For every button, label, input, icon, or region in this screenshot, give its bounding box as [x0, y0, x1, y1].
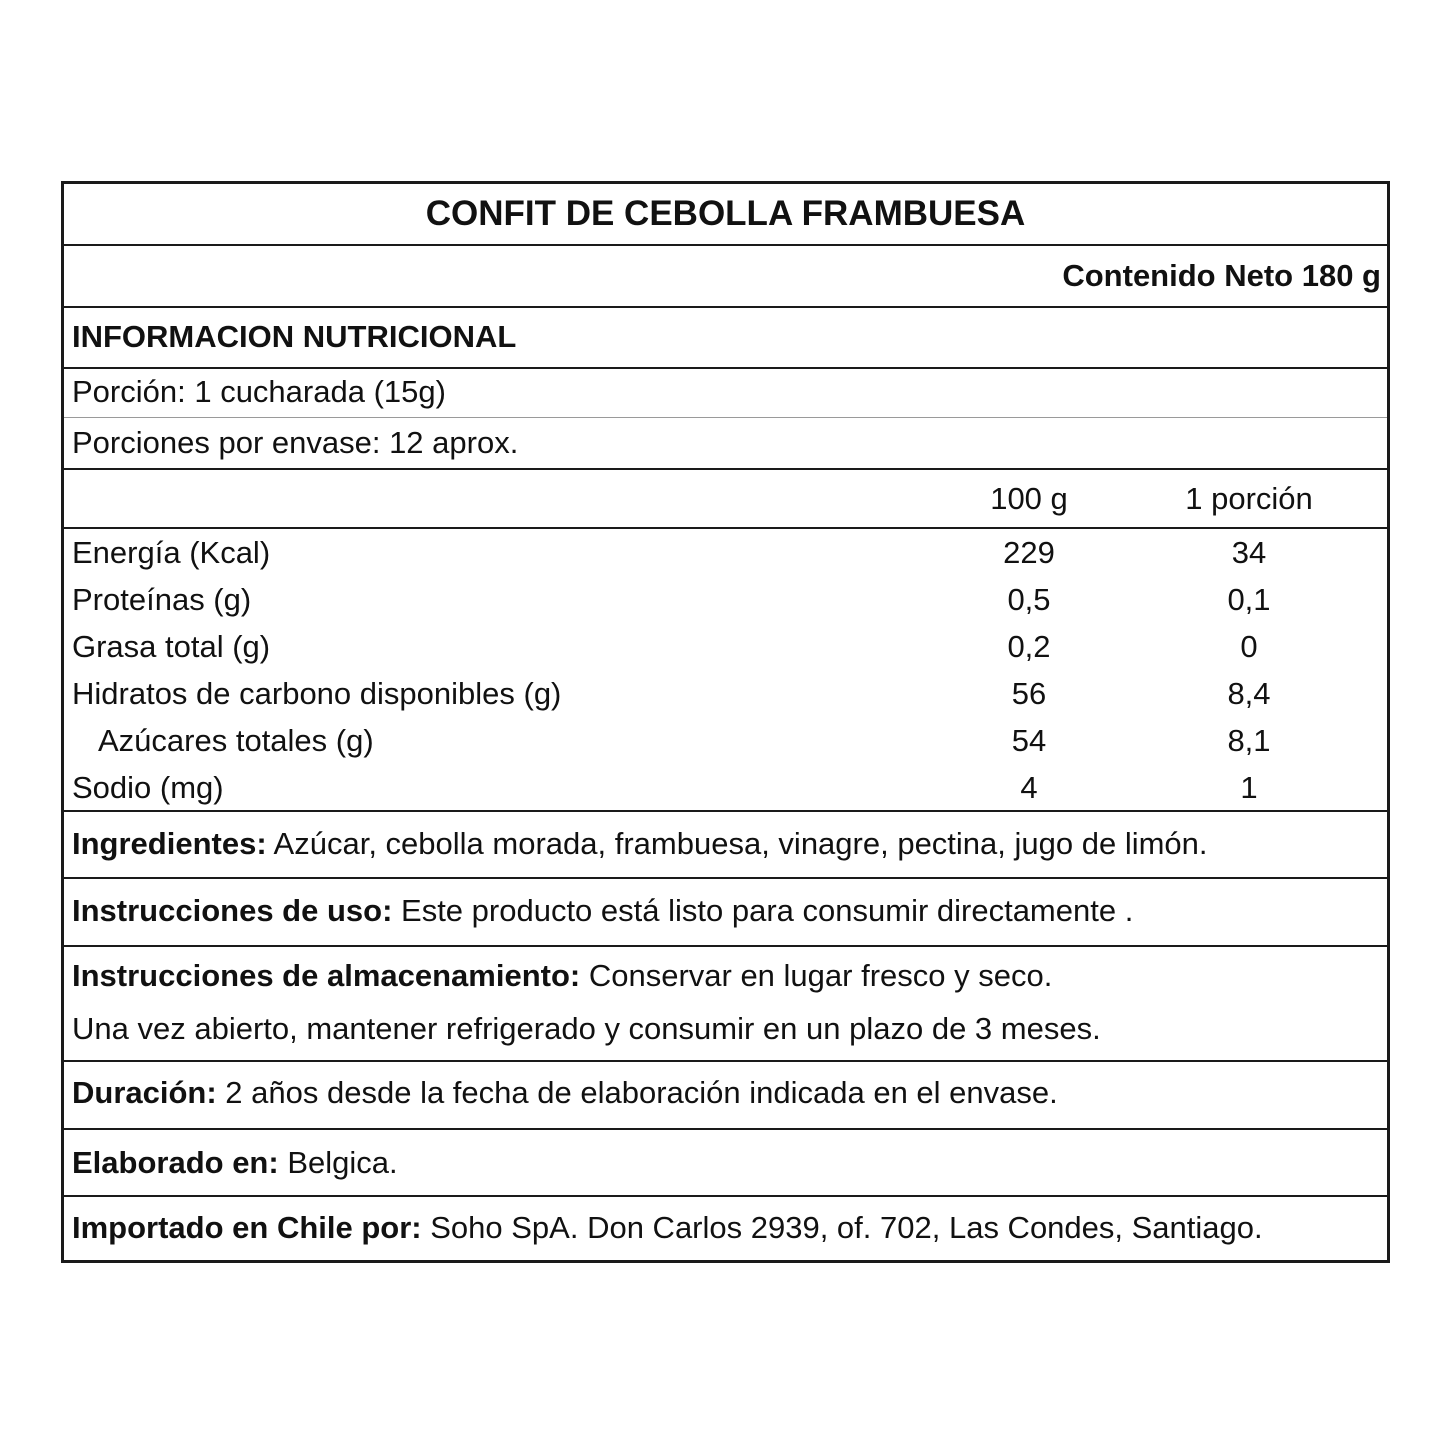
nutrient-name: Azúcares totales (g): [98, 723, 374, 758]
portions-per-pack-row: [64, 417, 1387, 469]
importer-row: [64, 1195, 1387, 1261]
nutrient-name: Energía (Kcal): [72, 535, 271, 570]
nutrient-value-portion: 0: [1240, 629, 1258, 664]
column-header-row: [64, 468, 1387, 528]
net-content: Contenido Neto 180 g: [1062, 258, 1381, 293]
usage-row: [64, 877, 1387, 945]
nutrient-value-100g: 54: [1011, 723, 1047, 758]
portion-size: Porción: 1 cucharada (15g): [72, 374, 446, 409]
ingredients-row: [64, 810, 1387, 878]
nutrition-label: [61, 181, 1390, 1263]
nutrient-value-100g: 4: [1020, 770, 1038, 805]
ingredients-text: [72, 825, 1208, 863]
column-header-portion: 1 porción: [1185, 481, 1313, 516]
made-in-text: [72, 1144, 398, 1182]
nutrient-value-100g: 0,2: [1007, 629, 1051, 664]
title-row: [64, 184, 1387, 246]
nutrient-name: Proteínas (g): [72, 582, 252, 617]
storage-text-line2: Una vez abierto, mantener refrigerado y consumir en un plazo de 3 meses.: [72, 1011, 1101, 1046]
nutrient-value-100g: 56: [1011, 676, 1047, 711]
nutrient-value-portion: 8,1: [1227, 723, 1271, 758]
storage-row: [64, 945, 1387, 1061]
product-title: CONFIT DE CEBOLLA FRAMBUESA: [425, 194, 1026, 233]
storage-label: Instrucciones de almacenamiento:: [72, 958, 581, 993]
storage-text: [72, 957, 1052, 995]
nutrient-table: [64, 527, 1387, 810]
storage-value: Conservar en lugar fresco y seco.: [580, 958, 1053, 993]
nutrient-value-portion: 1: [1240, 770, 1258, 805]
importer-label: Importado en Chile por:: [72, 1210, 422, 1245]
portions-per-pack: Porciones por envase: 12 aprox.: [72, 425, 519, 460]
duration-row: [64, 1060, 1387, 1128]
nutrient-value-100g: 229: [1003, 535, 1055, 570]
ingredients-label: Ingredientes:: [72, 826, 267, 861]
usage-text: [72, 892, 1133, 930]
net-content-row: [64, 244, 1387, 306]
duration-label: Duración:: [72, 1075, 217, 1110]
column-header-100g: 100 g: [990, 481, 1068, 516]
made-in-row: [64, 1128, 1387, 1196]
nutrient-name: Hidratos de carbono disponibles (g): [72, 676, 562, 711]
nutrition-heading: INFORMACION NUTRICIONAL: [72, 319, 517, 354]
usage-value: Este producto está listo para consumir directamente .: [392, 893, 1134, 928]
duration-text: [72, 1074, 1058, 1112]
made-in-value: Belgica.: [278, 1145, 398, 1180]
nutrient-value-portion: 34: [1231, 535, 1267, 570]
duration-value: 2 años desde la fecha de elaboración indicada en el envase.: [216, 1075, 1058, 1110]
portion-row: [64, 367, 1387, 417]
nutrient-name: Grasa total (g): [72, 629, 271, 664]
ingredients-value: Azúcar, cebolla morada, frambuesa, vinagre, pectina, jugo de limón.: [266, 826, 1208, 861]
importer-value: Soho SpA. Don Carlos 2939, of. 702, Las Condes, Santiago.: [421, 1210, 1263, 1245]
nutrient-name: Sodio (mg): [72, 770, 224, 805]
nutrient-value-100g: 0,5: [1007, 582, 1051, 617]
made-in-label: Elaborado en:: [72, 1145, 279, 1180]
usage-label: Instrucciones de uso:: [72, 893, 393, 928]
nutrition-heading-row: [64, 306, 1387, 368]
importer-text: [72, 1209, 1263, 1247]
nutrient-value-portion: 8,4: [1227, 676, 1271, 711]
nutrient-value-portion: 0,1: [1227, 582, 1271, 617]
